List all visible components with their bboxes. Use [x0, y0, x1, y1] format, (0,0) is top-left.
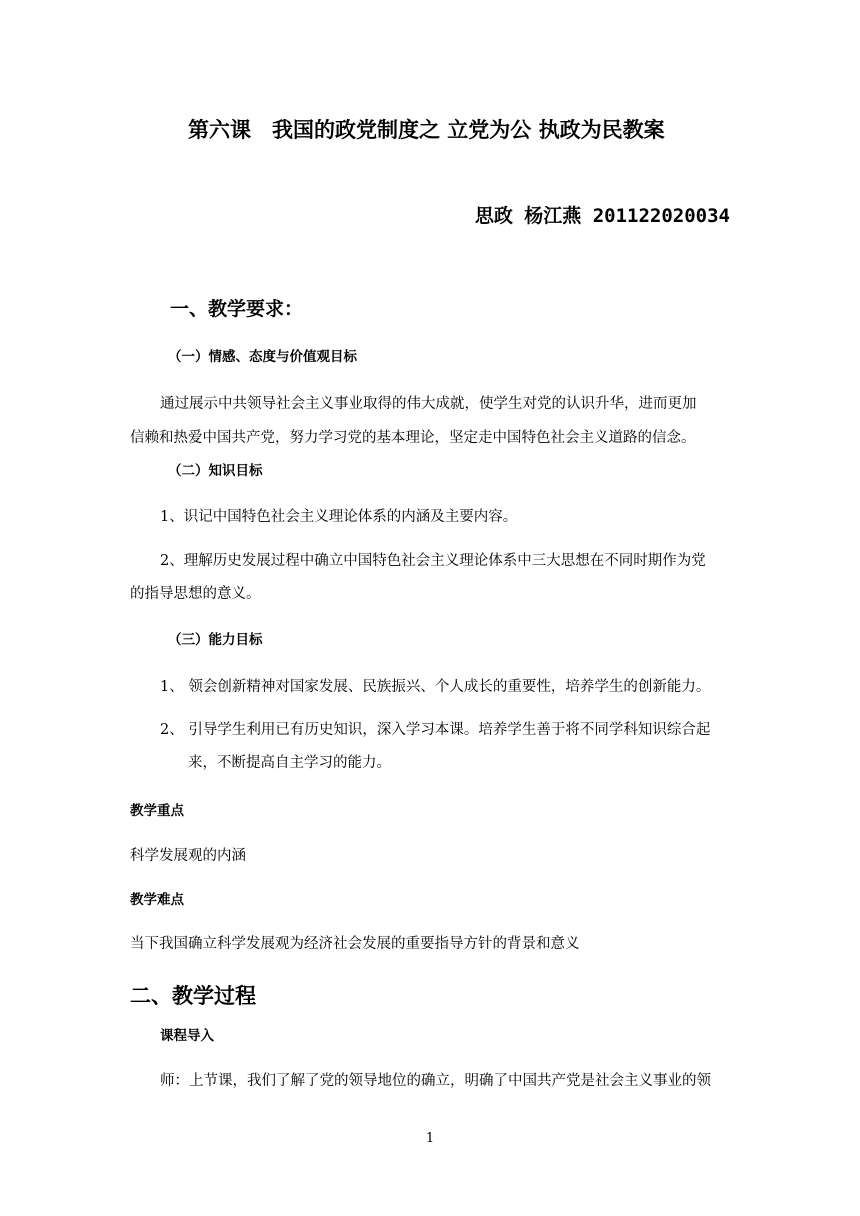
difficult-point-heading: 教学难点 [130, 892, 184, 908]
course-intro-heading: 课程导入 [160, 1028, 214, 1044]
page-number: 1 [425, 1131, 435, 1146]
section2-heading: 二、教学过程 [130, 984, 256, 1008]
document-title: 第六课 我国的政党制度之 立党为公 执政为民教案 [188, 118, 665, 142]
sub3-item1: 1、 领会创新精神对国家发展、民族振兴、个人成长的重要性，培养学生的创新能力。 [160, 679, 711, 695]
sub1-heading: （一）情感、态度与价值观目标 [168, 349, 357, 365]
author-line: 思政 杨江燕 201122020034 [474, 205, 730, 227]
sub3-item2-line1: 2、 引导学生利用已有历史知识，深入学习本课。培养学生善于将不同学科知识综合起 [160, 722, 711, 738]
sub1-para-line2: 信赖和热爱中国共产党，努力学习党的基本理论，坚定走中国特色社会主义道路的信念。 [130, 430, 696, 446]
sub2-item1: 1、识记中国特色社会主义理论体系的内涵及主要内容。 [160, 509, 518, 525]
sub3-heading: （三）能力目标 [168, 632, 263, 648]
difficult-point-text: 当下我国确立科学发展观为经济社会发展的重要指导方针的背景和意义 [130, 936, 580, 952]
sub2-item2-line1: 2、理解历史发展过程中确立中国特色社会主义理论体系中三大思想在不同时期作为党 [160, 553, 706, 569]
course-intro-para-line1: 师：上节课，我们了解了党的领导地位的确立，明确了中国共产党是社会主义事业的领 [160, 1073, 711, 1089]
key-point-heading: 教学重点 [130, 803, 184, 819]
sub1-para-line1: 通过展示中共领导社会主义事业取得的伟大成就，使学生对党的认识升华，进而更加 [160, 396, 697, 412]
sub2-item2-line2: 的指导思想的意义。 [130, 586, 261, 602]
key-point-text: 科学发展观的内涵 [130, 848, 246, 864]
sub2-heading: （二）知识目标 [168, 463, 263, 479]
sub3-item2-line2: 来，不断提高自主学习的能力。 [188, 755, 391, 771]
section1-heading: 一、教学要求： [170, 298, 304, 320]
